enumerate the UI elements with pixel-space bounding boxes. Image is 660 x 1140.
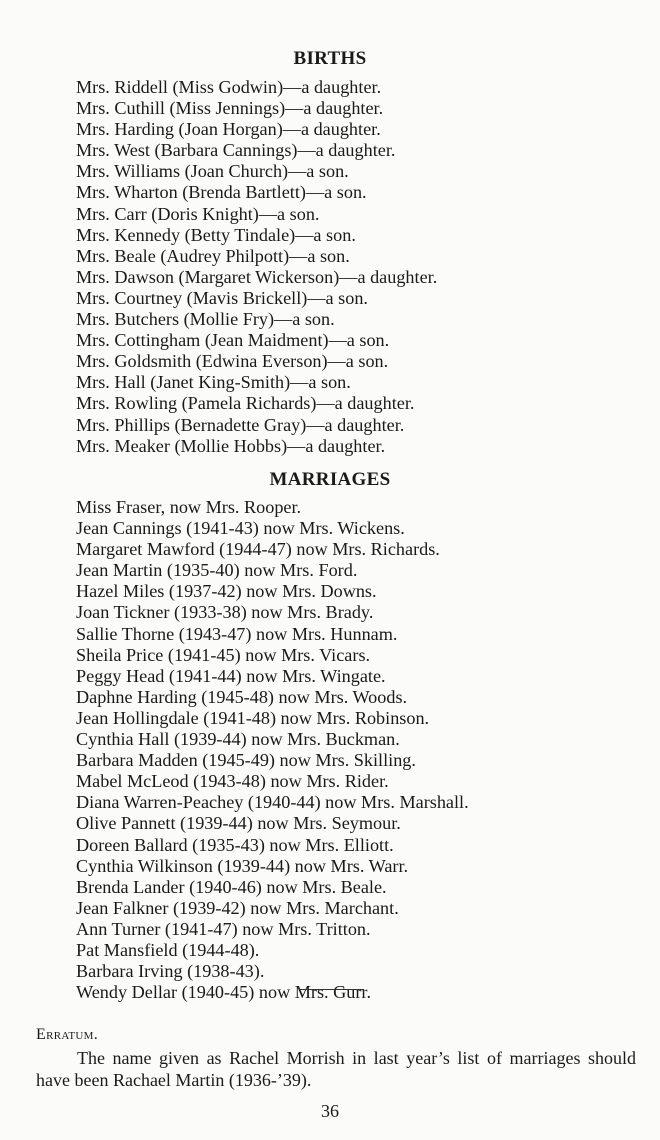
marriages-list [76,497,469,1003]
birth-entry: Mrs. Courtney (Mavis Brickell)—a son. [76,287,368,308]
birth-entry: Mrs. West (Barbara Cannings)—a daughter. [76,140,396,161]
birth-entry: Mrs. Wharton (Brenda Bartlett)—a son. [76,182,367,203]
section-divider [300,989,364,990]
birth-entry: Mrs. Rowling (Pamela Richards)—a daughter. [76,393,415,414]
marriage-entry: Barbara Irving (1938-43). [76,961,265,982]
births-heading: BIRTHS [293,48,367,69]
marriage-entry: Cynthia Wilkinson (1939-44) now Mrs. Warr. [76,855,409,876]
birth-entry: Mrs. Goldsmith (Edwina Everson)—a son. [76,351,389,372]
marriage-entry: Brenda Lander (1940-46) now Mrs. Beale. [76,876,387,897]
marriage-entry: Barbara Madden (1945-49) now Mrs. Skilling. [76,750,416,771]
marriage-entry: Miss Fraser, now Mrs. Rooper. [76,497,302,517]
marriage-entry: Sheila Price (1941-45) now Mrs. Vicars. [76,644,371,665]
marriage-entry: Ann Turner (1941-47) now Mrs. Tritton. [76,918,371,939]
birth-entry: Mrs. Cuthill (Miss Jennings)—a daughter. [76,98,384,119]
page-number: 36 [321,1101,339,1121]
marriage-entry: Peggy Head (1941-44) now Mrs. Wingate. [76,665,386,686]
birth-entry: Mrs. Hall (Janet King-Smith)—a son. [76,372,351,393]
erratum-label: Erratum. [36,1026,99,1043]
birth-entry: Mrs. Dawson (Margaret Wickerson)—a daughter. [76,266,438,287]
marriage-entry: Pat Mansfield (1944-48). [76,939,260,960]
marriage-entry: Jean Cannings (1941-43) now Mrs. Wickens. [76,518,405,539]
erratum-text: The name given as Rachel Morrish in last year’s list of marriages should have been Rachael Martin (1936-’39). [36,1048,636,1090]
birth-entry: Mrs. Harding (Joan Horgan)—a daughter. [76,119,381,140]
marriage-entry: Wendy Dellar (1940-45) now Mrs. Gurr. [76,982,372,1003]
marriage-entry: Margaret Mawford (1944-47) now Mrs. Richards. [76,539,440,560]
marriage-entry: Jean Hollingdale (1941-48) now Mrs. Robinson. [76,707,430,728]
birth-entry: Mrs. Williams (Joan Church)—a son. [76,161,349,182]
marriage-entry: Diana Warren-Peachey (1940-44) now Mrs. Marshall. [76,792,469,813]
marriage-entry: Sallie Thorne (1943-47) now Mrs. Hunnam. [76,623,398,644]
marriage-entry: Mabel McLeod (1943-48) now Mrs. Rider. [76,771,389,792]
birth-entry: Mrs. Kennedy (Betty Tindale)—a son. [76,224,356,245]
marriage-entry: Olive Pannett (1939-44) now Mrs. Seymour. [76,813,401,834]
marriage-entry: Cynthia Hall (1939-44) now Mrs. Buckman. [76,729,400,750]
birth-entry: Mrs. Phillips (Bernadette Gray)—a daughter. [76,414,405,435]
birth-entry: Mrs. Carr (Doris Knight)—a son. [76,203,320,224]
birth-entry: Mrs. Riddell (Miss Godwin)—a daughter. [76,77,382,97]
marriage-entry: Joan Tickner (1933-38) now Mrs. Brady. [76,602,374,623]
birth-entry: Mrs. Butchers (Mollie Fry)—a son. [76,309,335,330]
marriage-entry: Jean Falkner (1939-42) now Mrs. Marchant. [76,897,399,918]
marriage-entry: Hazel Miles (1937-42) now Mrs. Downs. [76,581,377,602]
marriage-entry: Doreen Ballard (1935-43) now Mrs. Elliott. [76,834,394,855]
birth-entry: Mrs. Meaker (Mollie Hobbs)—a daughter. [76,435,386,456]
marriage-entry: Jean Martin (1935-40) now Mrs. Ford. [76,560,358,581]
births-list [76,77,437,457]
marriage-entry: Daphne Harding (1945-48) now Mrs. Woods. [76,686,408,707]
marriages-heading: MARRIAGES [269,469,391,490]
birth-entry: Mrs. Beale (Audrey Philpott)—a son. [76,245,350,266]
birth-entry: Mrs. Cottingham (Jean Maidment)—a son. [76,330,390,351]
